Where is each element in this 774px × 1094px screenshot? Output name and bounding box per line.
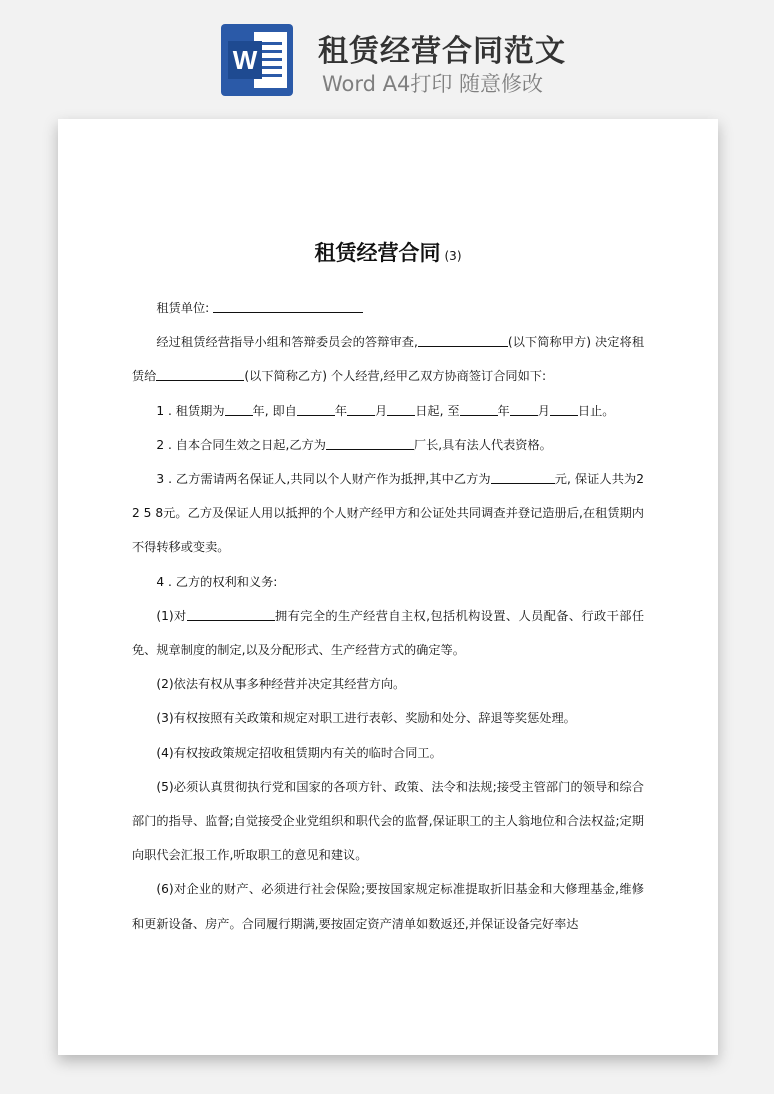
item-3: (3)有权按照有关政策和规定对职工进行表彰、奖励和处分、辞退等奖惩处理。 (156, 711, 576, 726)
banner-title: 租赁经营合同范文 (318, 34, 566, 69)
blank-field (297, 402, 335, 416)
blank-field (510, 402, 538, 416)
item-4: (4)有权按政策规定招收租赁期内有关的临时合同工。 (156, 745, 442, 760)
item-1 (132, 599, 644, 667)
item-1-text-2: 拥有完全的生产经营自主权,包括机构设置、人员配备、行政干部任免、规章制度的制定,以及分配形式、生产经营方式的确定等。 (132, 608, 645, 658)
clause-1-text: 日止。 (577, 403, 615, 418)
blank-field (491, 470, 555, 484)
word-letter: W (228, 41, 262, 79)
blank-field (156, 367, 244, 381)
clause-1-text: 年 (334, 403, 348, 418)
blank-field (550, 402, 578, 416)
clause-2-text-1: 2 . 自本合同生效之日起,乙方为 (156, 437, 326, 452)
blank-field (460, 402, 498, 416)
document-page (58, 119, 718, 1055)
page-header (0, 0, 774, 110)
clause-2 (132, 428, 644, 462)
blank-field (326, 436, 414, 450)
document-title-number: (3) (444, 249, 462, 263)
item-1-text-1: (1)对 (156, 608, 187, 623)
clause-1-text: 日起, 至 (415, 403, 460, 418)
clause-1-text: 月 (537, 403, 550, 418)
clause-2-text-2: 厂长,具有法人代表资格。 (413, 437, 552, 452)
clause-1-text: 年 (497, 403, 510, 418)
document-title (58, 237, 718, 267)
preamble-text-1: 经过租赁经营指导小组和答辩委员会的答辩审查, (156, 335, 418, 350)
item-6: (6)对企业的财产、必须进行社会保险;要按国家规定标准提取折旧基金和大修理基金,维修和更新设备、房产。合同履行期满,要按固定资产清单如数返还,并保证设备完好率达 (132, 882, 644, 931)
clause-1 (132, 394, 644, 428)
clause-1-text: 年, 即自 (252, 403, 297, 418)
clause-3-text-2: 元, 保证人共为2 2 5 8元。乙方及保证人用以抵押的个人财产经甲方和公证处共同调查并登记造册后,在租赁期内不得转移或变卖。 (132, 472, 644, 555)
preamble-paragraph (132, 325, 644, 393)
lessor-label: 租赁单位: (156, 301, 210, 315)
clause-1-text: 月 (375, 403, 388, 418)
item-5: (5)必须认真贯彻执行党和国家的各项方针、政策、法令和法规;接受主管部门的领导和综合部门的指导、监督;自觉接受企业党组织和职代会的监督,保证职工的主人翁地位和合法权益;定期向职代会汇报工作,听取职工的意见和建议。 (132, 779, 644, 863)
preamble-text-2: (以下简称甲方) 决定将租赁给 (132, 335, 645, 384)
word-icon (221, 24, 293, 96)
document-title-text: 租赁经营合同 (314, 241, 441, 265)
blank-field (225, 402, 253, 416)
clause-4: 4 . 乙方的权利和义务: (156, 574, 278, 589)
item-2: (2)依法有权从事多种经营并决定其经营方向。 (156, 677, 406, 692)
document-body (132, 291, 644, 941)
lessor-line (132, 291, 644, 325)
blank-field (187, 607, 275, 621)
blank-field (387, 402, 415, 416)
blank-field (213, 299, 363, 313)
clause-3 (132, 462, 644, 565)
blank-field (347, 402, 375, 416)
blank-field (418, 333, 508, 347)
banner-subtitle: Word A4打印 随意修改 (322, 72, 544, 96)
preamble-text-3: (以下简称乙方) 个人经营,经甲乙双方协商签订合同如下: (244, 369, 547, 384)
clause-3-text-1: 3 . 乙方需请两名保证人,共同以个人财产作为抵押,其中乙方为 (156, 472, 491, 487)
clause-1-text: 1 . 租赁期为 (156, 403, 225, 418)
